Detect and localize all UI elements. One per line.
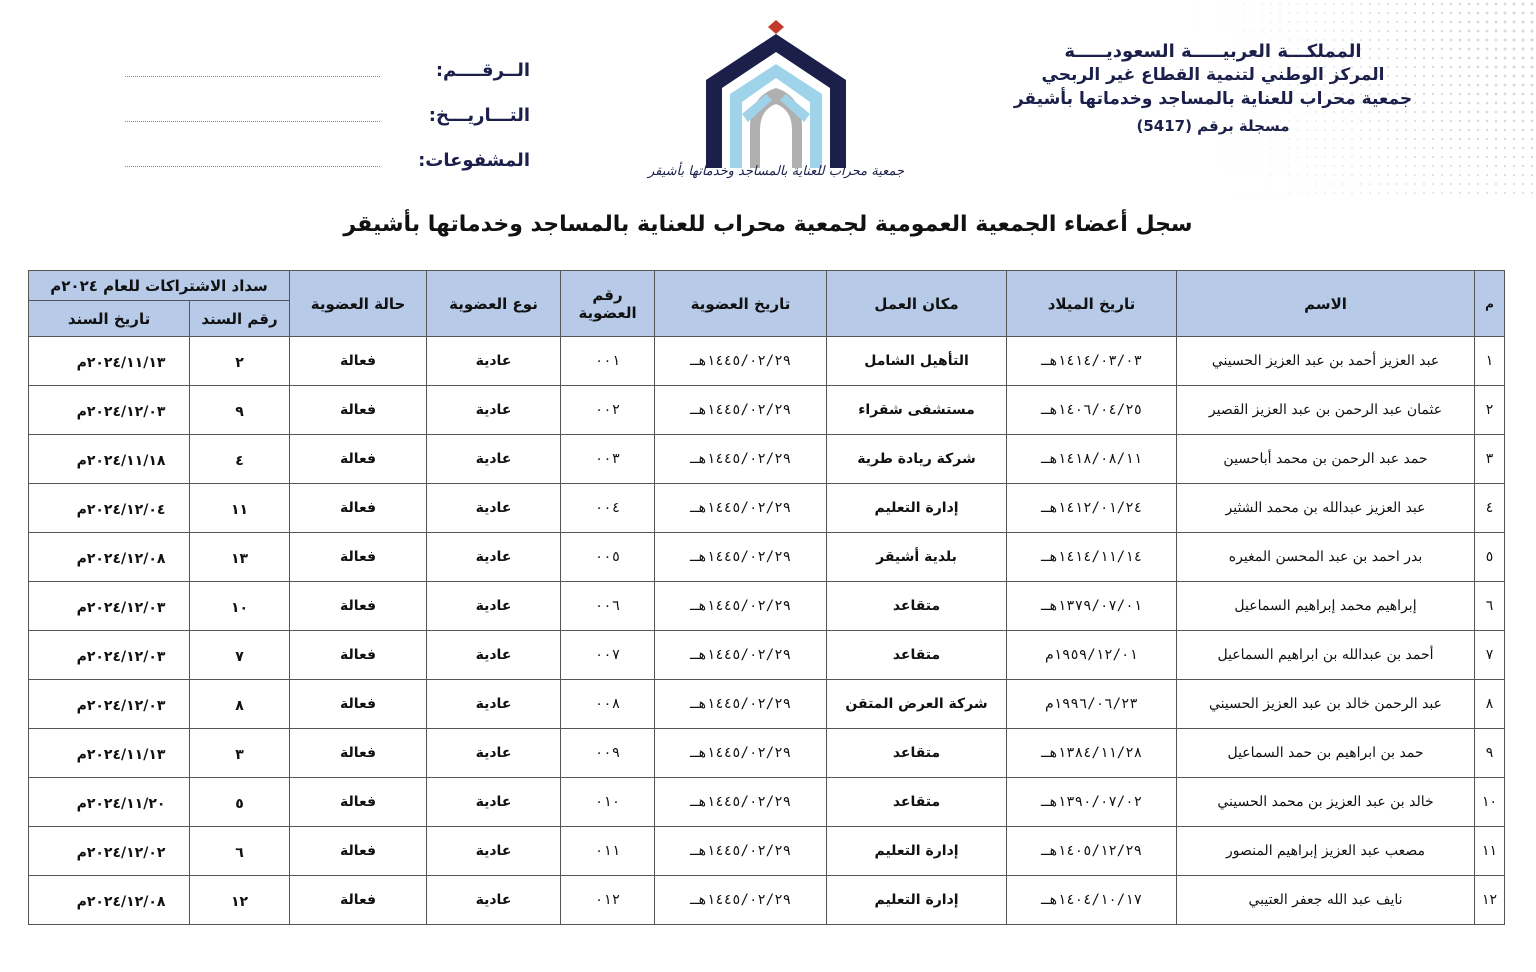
receipt-no-cell: ١١ [190,484,290,533]
workplace-cell: بلدية أشيقر [827,533,1007,582]
receipt-date-cell: ٢٠٢٤/١٢/٠٣م [29,386,190,435]
birth-date-cell: ١٣٨٤/١١/٢٨هـ [1007,729,1177,778]
membership-no-cell: ٠١١ [561,827,655,876]
membership-type-cell: عادية [427,582,561,631]
membership-date-cell: ١٤٤٥/٠٢/٢٩هـ [655,386,827,435]
membership-no-cell: ٠٠٩ [561,729,655,778]
membership-date-cell: ١٤٤٥/٠٢/٢٩هـ [655,582,827,631]
member-name-cell: بدر احمد بن عبد المحسن المغيره [1177,533,1475,582]
workplace-cell: متقاعد [827,778,1007,827]
membership-type-cell: عادية [427,680,561,729]
birth-date-cell: ١٤١٨/٠٨/١١هـ [1007,435,1177,484]
col-receipt-date-header: تاريخ السند [29,301,190,337]
membership-status-cell: فعالة [290,386,427,435]
row-index-cell: ١١ [1475,827,1505,876]
member-name-cell: نايف عبد الله جعفر العتيبي [1177,876,1475,925]
receipt-date-cell: ٢٠٢٤/١١/١٣م [29,729,190,778]
col-receipt-no-header: رقم السند [190,301,290,337]
workplace-cell: التأهيل الشامل [827,337,1007,386]
receipt-no-cell: ٤ [190,435,290,484]
table-header-row [29,271,1505,301]
row-index-cell: ٨ [1475,680,1505,729]
member-name-cell: عبد العزيز عبدالله بن محمد الشثير [1177,484,1475,533]
receipt-no-cell: ١٠ [190,582,290,631]
table-row [29,386,1505,435]
member-name-cell: خالد بن عبد العزيز بن محمد الحسيني [1177,778,1475,827]
table-row [29,729,1505,778]
row-index-cell: ٢ [1475,386,1505,435]
membership-date-cell: ١٤٤٥/٠٢/٢٩هـ [655,876,827,925]
table-row [29,337,1505,386]
membership-type-cell: عادية [427,435,561,484]
membership-date-cell: ١٤٤٥/٠٢/٢٩هـ [655,337,827,386]
membership-type-cell: عادية [427,729,561,778]
membership-date-cell: ١٤٤٥/٠٢/٢٩هـ [655,631,827,680]
birth-date-cell: ١٩٩٦/٠٦/٢٣م [1007,680,1177,729]
col-membership-no-header: رقم العضوية [561,271,655,337]
birth-date-cell: ١٤١٤/٠٣/٠٣هـ [1007,337,1177,386]
membership-date-cell: ١٤٤٥/٠٢/٢٩هـ [655,729,827,778]
membership-date-cell: ١٤٤٥/٠٢/٢٩هـ [655,484,827,533]
receipt-date-cell: ٢٠٢٤/١٢/٠٨م [29,533,190,582]
table-row [29,533,1505,582]
row-index-cell: ٣ [1475,435,1505,484]
row-index-cell: ٧ [1475,631,1505,680]
row-index-cell: ١ [1475,337,1505,386]
receipt-no-cell: ٣ [190,729,290,778]
workplace-cell: شركة العرض المتقن [827,680,1007,729]
logo-caption: جمعية محراب للعناية بالمساجد وخدماتها بأشيقر [647,164,904,179]
membership-no-cell: ٠٠٧ [561,631,655,680]
ref-attachments-label: المشفوعات: [418,150,530,171]
workplace-cell: مستشفى شقراء [827,386,1007,435]
receipt-date-cell: ٢٠٢٤/١١/٢٠م [29,778,190,827]
membership-status-cell: فعالة [290,337,427,386]
ref-number-label: الــرقــــم: [435,60,530,81]
col-birth-date-header: تاريخ الميلاد [1007,271,1177,337]
membership-type-cell: عادية [427,386,561,435]
ref-date-label: التـــاريـــخ: [428,105,530,126]
table-row [29,435,1505,484]
birth-date-cell: ١٤٠٤/١٠/١٧هـ [1007,876,1177,925]
workplace-cell: إدارة التعليم [827,827,1007,876]
kingdom-line: المملكـــة العربيـــــة السعوديـــــة [1064,41,1362,62]
membership-date-cell: ١٤٤٥/٠٢/٢٩هـ [655,435,827,484]
membership-date-cell: ١٤٤٥/٠٢/٢٩هـ [655,778,827,827]
receipt-no-cell: ٥ [190,778,290,827]
membership-date-cell: ١٤٤٥/٠٢/٢٩هـ [655,827,827,876]
association-line: جمعية محراب للعناية بالمساجد وخدماتها بأشيقر [1013,89,1413,109]
receipt-no-cell: ٦ [190,827,290,876]
workplace-cell: متقاعد [827,631,1007,680]
membership-status-cell: فعالة [290,876,427,925]
membership-no-cell: ٠١٢ [561,876,655,925]
workplace-cell: إدارة التعليم [827,876,1007,925]
receipt-no-cell: ٢ [190,337,290,386]
birth-date-cell: ١٩٥٩/١٢/٠١م [1007,631,1177,680]
membership-no-cell: ٠٠٦ [561,582,655,631]
col-membership-type-header: نوع العضوية [427,271,561,337]
receipt-no-cell: ٧ [190,631,290,680]
membership-status-cell: فعالة [290,827,427,876]
membership-no-cell: ٠٠٤ [561,484,655,533]
receipt-date-cell: ٢٠٢٤/١٢/٠٤م [29,484,190,533]
membership-status-cell: فعالة [290,631,427,680]
row-index-cell: ١٠ [1475,778,1505,827]
receipt-no-cell: ٩ [190,386,290,435]
row-index-cell: ١٢ [1475,876,1505,925]
member-name-cell: عبد الرحمن خالد بن عبد العزيز الحسيني [1177,680,1475,729]
membership-no-cell: ٠٠٢ [561,386,655,435]
table-row [29,582,1505,631]
membership-no-cell: ٠٠٨ [561,680,655,729]
row-index-cell: ٤ [1475,484,1505,533]
membership-type-cell: عادية [427,778,561,827]
receipt-date-cell: ٢٠٢٤/١١/١٨م [29,435,190,484]
membership-status-cell: فعالة [290,680,427,729]
receipt-no-cell: ٨ [190,680,290,729]
birth-date-cell: ١٤١٢/٠١/٢٤هـ [1007,484,1177,533]
ref-number-line [125,67,380,77]
organization-header [978,40,1448,139]
membership-status-cell: فعالة [290,435,427,484]
members-register-table [28,270,1505,925]
membership-no-cell: ٠٠٥ [561,533,655,582]
registration-line: مسجلة برقم (5417) [1136,117,1290,135]
ref-attachments-line [125,157,380,167]
birth-date-cell: ١٤٠٥/١٢/٢٩هـ [1007,827,1177,876]
workplace-cell: شركة ريادة طرية [827,435,1007,484]
birth-date-cell: ١٤١٤/١١/١٤هـ [1007,533,1177,582]
birth-date-cell: ١٣٧٩/٠٧/٠١هـ [1007,582,1177,631]
membership-date-cell: ١٤٤٥/٠٢/٢٩هـ [655,533,827,582]
membership-status-cell: فعالة [290,582,427,631]
membership-type-cell: عادية [427,876,561,925]
membership-date-cell: ١٤٤٥/٠٢/٢٩هـ [655,680,827,729]
col-membership-date-header: تاريخ العضوية [655,271,827,337]
table-row [29,484,1505,533]
col-name-header: الاسم [1177,271,1475,337]
receipt-no-cell: ١٢ [190,876,290,925]
ref-date-row [125,81,530,126]
membership-status-cell: فعالة [290,729,427,778]
membership-no-cell: ٠٠٣ [561,435,655,484]
ref-attachments-row [125,126,530,171]
membership-no-cell: ٠٠١ [561,337,655,386]
membership-no-cell: ٠١٠ [561,778,655,827]
member-name-cell: عثمان عبد الرحمن بن عبد العزيز القصير [1177,386,1475,435]
membership-status-cell: فعالة [290,778,427,827]
col-membership-status-header: حالة العضوية [290,271,427,337]
center-line: المركز الوطني لتنمية القطاع غير الربحي [1041,65,1385,85]
member-name-cell: عبد العزيز أحمد بن عبد العزيز الحسيني [1177,337,1475,386]
membership-type-cell: عادية [427,827,561,876]
receipt-date-cell: ٢٠٢٤/١١/١٣م [29,337,190,386]
membership-type-cell: عادية [427,484,561,533]
ref-number-row [125,36,530,81]
birth-date-cell: ١٤٠٦/٠٤/٢٥هـ [1007,386,1177,435]
col-index-header: م [1475,271,1505,337]
receipt-date-cell: ٢٠٢٤/١٢/٠٣م [29,680,190,729]
receipt-date-cell: ٢٠٢٤/١٢/٠٣م [29,582,190,631]
table-row [29,680,1505,729]
member-name-cell: أحمد بن عبدالله بن ابراهيم السماعيل [1177,631,1475,680]
member-name-cell: مصعب عبد العزيز إبراهيم المنصور [1177,827,1475,876]
row-index-cell: ٩ [1475,729,1505,778]
receipt-no-cell: ١٣ [190,533,290,582]
membership-type-cell: عادية [427,631,561,680]
col-workplace-header: مكان العمل [827,271,1007,337]
membership-status-cell: فعالة [290,484,427,533]
member-name-cell: حمد عبد الرحمن بن محمد أباحسين [1177,435,1475,484]
member-name-cell: حمد بن ابراهيم بن حمد السماعيل [1177,729,1475,778]
table-row [29,778,1505,827]
membership-type-cell: عادية [427,533,561,582]
document-title: سجل أعضاء الجمعية العمومية لجمعية محراب للعناية بالمساجد وخدماتها بأشيقر [343,212,1193,237]
reference-block [125,36,530,171]
membership-type-cell: عادية [427,337,561,386]
row-index-cell: ٥ [1475,533,1505,582]
row-index-cell: ٦ [1475,582,1505,631]
col-payment-group-header: سداد الاشتراكات للعام ٢٠٢٤م [29,271,290,301]
receipt-date-cell: ٢٠٢٤/١٢/٠٨م [29,876,190,925]
workplace-cell: متقاعد [827,729,1007,778]
member-name-cell: إبراهيم محمد إبراهيم السماعيل [1177,582,1475,631]
workplace-cell: متقاعد [827,582,1007,631]
workplace-cell: إدارة التعليم [827,484,1007,533]
birth-date-cell: ١٣٩٠/٠٧/٠٢هـ [1007,778,1177,827]
receipt-date-cell: ٢٠٢٤/١٢/٠٣م [29,631,190,680]
receipt-date-cell: ٢٠٢٤/١٢/٠٢م [29,827,190,876]
table-row [29,827,1505,876]
table-row [29,876,1505,925]
ref-date-line [125,112,380,122]
table-row [29,631,1505,680]
membership-status-cell: فعالة [290,533,427,582]
